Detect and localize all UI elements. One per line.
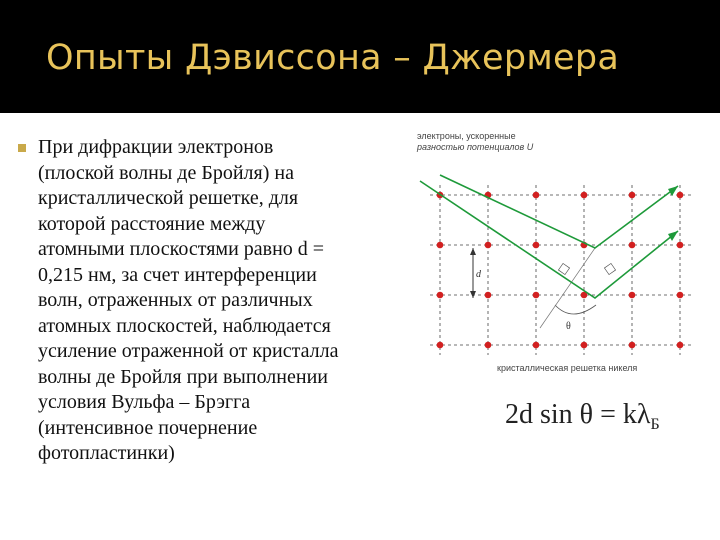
lattice-atom [437,342,444,349]
lattice-atom [581,342,588,349]
theta-label: θ [566,321,571,332]
bullet-line: волны де Бройля при выполнении [38,365,328,388]
bragg-formula [505,399,660,431]
lattice-atom [533,242,540,249]
lattice-atom [629,292,636,299]
lattice-atom [677,192,684,199]
lattice-atom [629,242,636,249]
bullet-line: которой расстояние между [38,212,266,235]
bullet-line: атомными плоскостями равно d = [38,238,325,260]
lattice-atom [437,242,444,249]
d-spacing-marker [470,248,482,298]
bullet-line: фотопластинки) [38,442,175,464]
bullet-line: (интенсивное почернение [38,416,258,439]
lattice-atom [485,242,492,249]
formula-main: 2d sin θ = kλ [505,399,651,430]
lattice-atom [533,292,540,299]
lattice-atom [629,342,636,349]
bullet-line: атомных плоскостей, наблюдается [38,314,331,337]
crystal-lattice [430,185,692,355]
d-label: d [476,269,481,280]
bullet-line: 0,215 нм, за счет интерференции [38,263,317,286]
bullet-text [38,135,410,467]
lattice-atom [437,292,444,299]
formula-subscript: Б [650,416,660,433]
lattice-atom [677,242,684,249]
bullet-line: условия Вульфа – Брэгга [38,391,251,413]
lattice-atom [629,192,636,199]
lattice-atom [485,292,492,299]
bullet-square-icon [18,144,26,152]
slide-title: Опыты Дэвиссона – Джермера [46,38,620,78]
diffraction-diagram [410,123,710,388]
bullet-line: При дифракции электронов [38,136,274,158]
diagram-caption-top-line2: разностью потенциалов U [417,142,534,152]
slide-content [0,113,720,540]
lattice-atom [533,192,540,199]
title-bar [0,0,720,112]
lattice-atom [677,292,684,299]
lattice-atom [677,342,684,349]
lattice-atom [533,342,540,349]
diagram-caption-top-line1: электроны, ускоренные [417,131,516,141]
bullet-line: усиление отраженной от кристалла [38,340,339,362]
bullet-line: кристаллической решетке, для [38,187,299,209]
bullet-line: волн, отраженных от различных [38,289,313,311]
lattice-atom [581,192,588,199]
lattice-atom [485,342,492,349]
electron-beams [420,175,678,298]
bullet-line: (плоской волны де Бройля) на [38,161,294,184]
diagram-caption-bottom: кристаллическая решетка никеля [497,363,638,373]
